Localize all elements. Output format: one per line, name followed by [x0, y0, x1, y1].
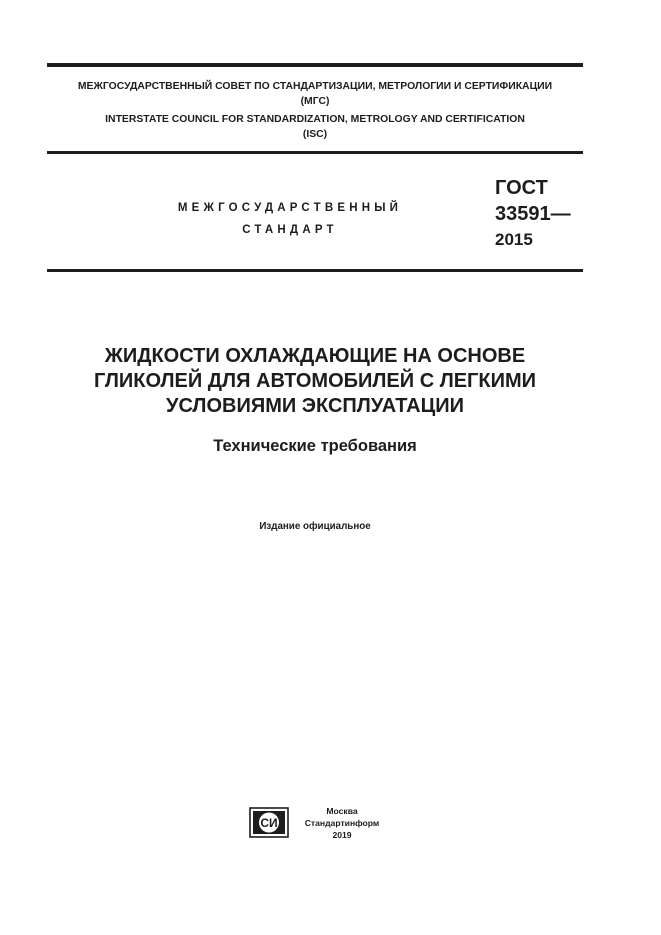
edition-note: Издание официальное [259, 521, 371, 532]
publisher-block [296, 805, 388, 841]
middle-rule [47, 151, 583, 154]
gost-label: ГОСТ [495, 177, 548, 199]
council-name-en-line1: INTERSTATE COUNCIL FOR STANDARDIZATION, METROLOGY AND CERTIFICATION [105, 114, 525, 125]
council-name-ru-line1: МЕЖГОСУДАРСТВЕННЫЙ СОВЕТ ПО СТАНДАРТИЗАЦИИ, МЕТРОЛОГИИ И СЕРТИФИКАЦИИ [77, 81, 553, 92]
council-abbr-en: (ISC) [302, 129, 328, 140]
standard-type-line2: СТАНДАРТ [242, 224, 338, 236]
bottom-rule [47, 269, 583, 272]
document-subtitle: Технические требования [213, 437, 417, 455]
gost-year: 2015 [495, 230, 533, 249]
logo-text: СИ [260, 816, 278, 830]
gost-number: 33591— [495, 203, 571, 225]
document-title-line2: ГЛИКОЛЕЙ ДЛЯ АВТОМОБИЛЕЙ С ЛЕГКИМИ [93, 370, 537, 392]
standartinform-logo-icon [249, 807, 289, 838]
publisher-year: 2019 [332, 830, 352, 840]
document-title [47, 344, 583, 419]
document-title-line3: УСЛОВИЯМИ ЭКСПЛУАТАЦИИ [166, 395, 464, 417]
gost-designation [495, 175, 571, 253]
top-rule [47, 63, 583, 67]
standard-type-line1: МЕЖГОСУДАРСТВЕННЫЙ [177, 202, 403, 214]
council-name-ru [47, 79, 583, 109]
council-abbr-ru: (МГС) [300, 96, 330, 107]
council-name-en [47, 112, 583, 142]
document-title-line1: ЖИДКОСТИ ОХЛАЖДАЮЩИЕ НА ОСНОВЕ [104, 345, 526, 367]
publisher-city: Москва [326, 806, 358, 816]
standard-type [120, 197, 460, 241]
publisher-name: Стандартинформ [304, 818, 380, 828]
